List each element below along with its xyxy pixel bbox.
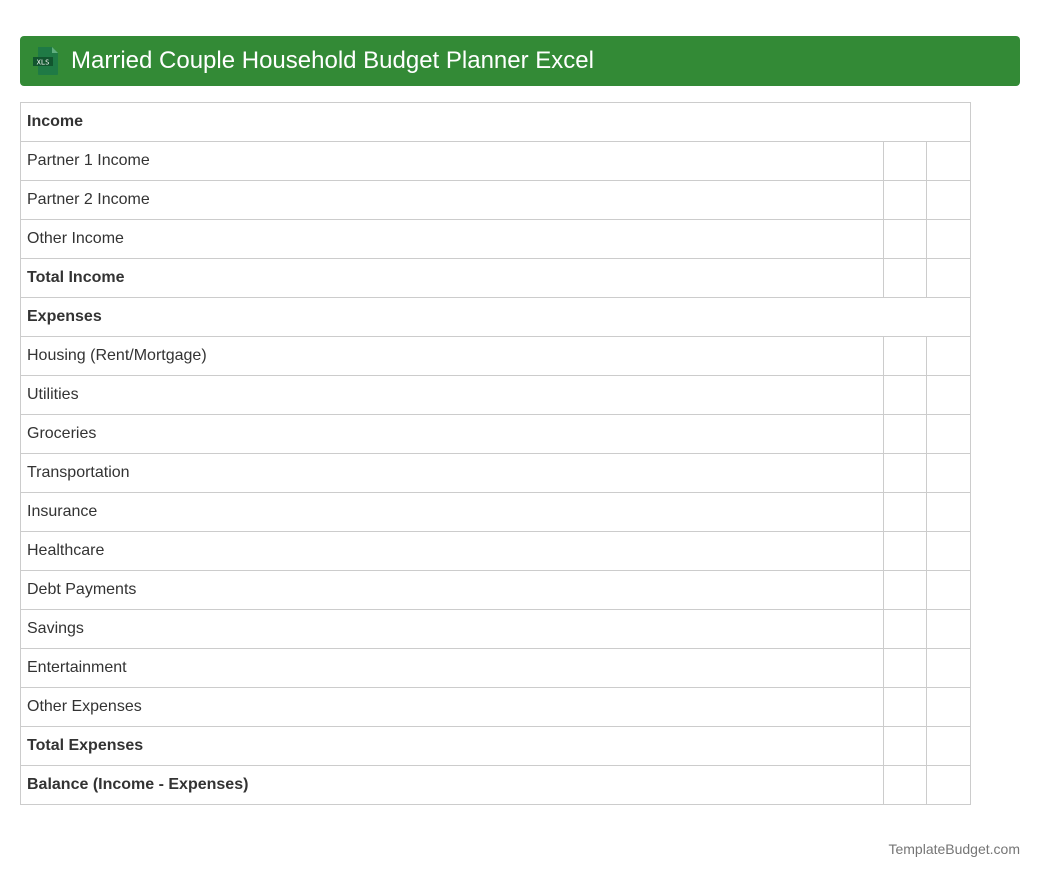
value-cell-1[interactable] [884,493,927,532]
value-cell-2[interactable] [927,337,971,376]
total-row [21,259,971,298]
table-row [21,649,971,688]
row-label: Balance (Income - Expenses) [21,766,884,805]
value-cell-1[interactable] [884,415,927,454]
table-row [21,337,971,376]
row-label: Insurance [21,493,884,532]
table-row [21,142,971,181]
row-label: Savings [21,610,884,649]
row-label: Other Income [21,220,884,259]
table-row [21,493,971,532]
value-cell-1[interactable] [884,454,927,493]
row-label: Debt Payments [21,571,884,610]
value-cell-1[interactable] [884,649,927,688]
row-label: Partner 2 Income [21,181,884,220]
value-cell-2[interactable] [927,181,971,220]
value-cell-1[interactable] [884,532,927,571]
value-cell-2[interactable] [927,532,971,571]
xls-file-icon [32,46,60,76]
value-cell-2[interactable] [927,415,971,454]
value-cell-2[interactable] [927,610,971,649]
row-label: Utilities [21,376,884,415]
value-cell-1[interactable] [884,181,927,220]
row-label: Expenses [21,298,971,337]
value-cell-2[interactable] [927,454,971,493]
value-cell-2[interactable] [927,766,971,805]
row-label: Entertainment [21,649,884,688]
table-row [21,571,971,610]
table-row [21,688,971,727]
svg-text:XLS: XLS [36,58,50,67]
row-label: Transportation [21,454,884,493]
section-header-row [21,298,971,337]
row-label: Groceries [21,415,884,454]
table-row [21,220,971,259]
value-cell-2[interactable] [927,649,971,688]
section-header-row [21,103,971,142]
value-cell-2[interactable] [927,727,971,766]
value-cell-1[interactable] [884,142,927,181]
row-label: Other Expenses [21,688,884,727]
value-cell-1[interactable] [884,727,927,766]
budget-table [20,102,971,805]
table-row [21,376,971,415]
row-label: Total Income [21,259,884,298]
value-cell-2[interactable] [927,142,971,181]
value-cell-2[interactable] [927,376,971,415]
table-row [21,181,971,220]
value-cell-1[interactable] [884,688,927,727]
total-row [21,766,971,805]
value-cell-2[interactable] [927,259,971,298]
value-cell-1[interactable] [884,376,927,415]
total-row [21,727,971,766]
row-label: Income [21,103,971,142]
page-header [20,36,1020,86]
row-label: Housing (Rent/Mortgage) [21,337,884,376]
table-row [21,532,971,571]
value-cell-1[interactable] [884,337,927,376]
row-label: Partner 1 Income [21,142,884,181]
table-row [21,415,971,454]
value-cell-1[interactable] [884,259,927,298]
value-cell-1[interactable] [884,766,927,805]
page-title: Married Couple Household Budget Planner Excel [71,47,594,74]
value-cell-2[interactable] [927,220,971,259]
table-row [21,454,971,493]
row-label: Total Expenses [21,727,884,766]
value-cell-1[interactable] [884,610,927,649]
row-label: Healthcare [21,532,884,571]
value-cell-2[interactable] [927,571,971,610]
table-row [21,610,971,649]
value-cell-2[interactable] [927,688,971,727]
value-cell-1[interactable] [884,220,927,259]
footer-site-link[interactable]: TemplateBudget.com [888,841,1020,857]
value-cell-1[interactable] [884,571,927,610]
value-cell-2[interactable] [927,493,971,532]
